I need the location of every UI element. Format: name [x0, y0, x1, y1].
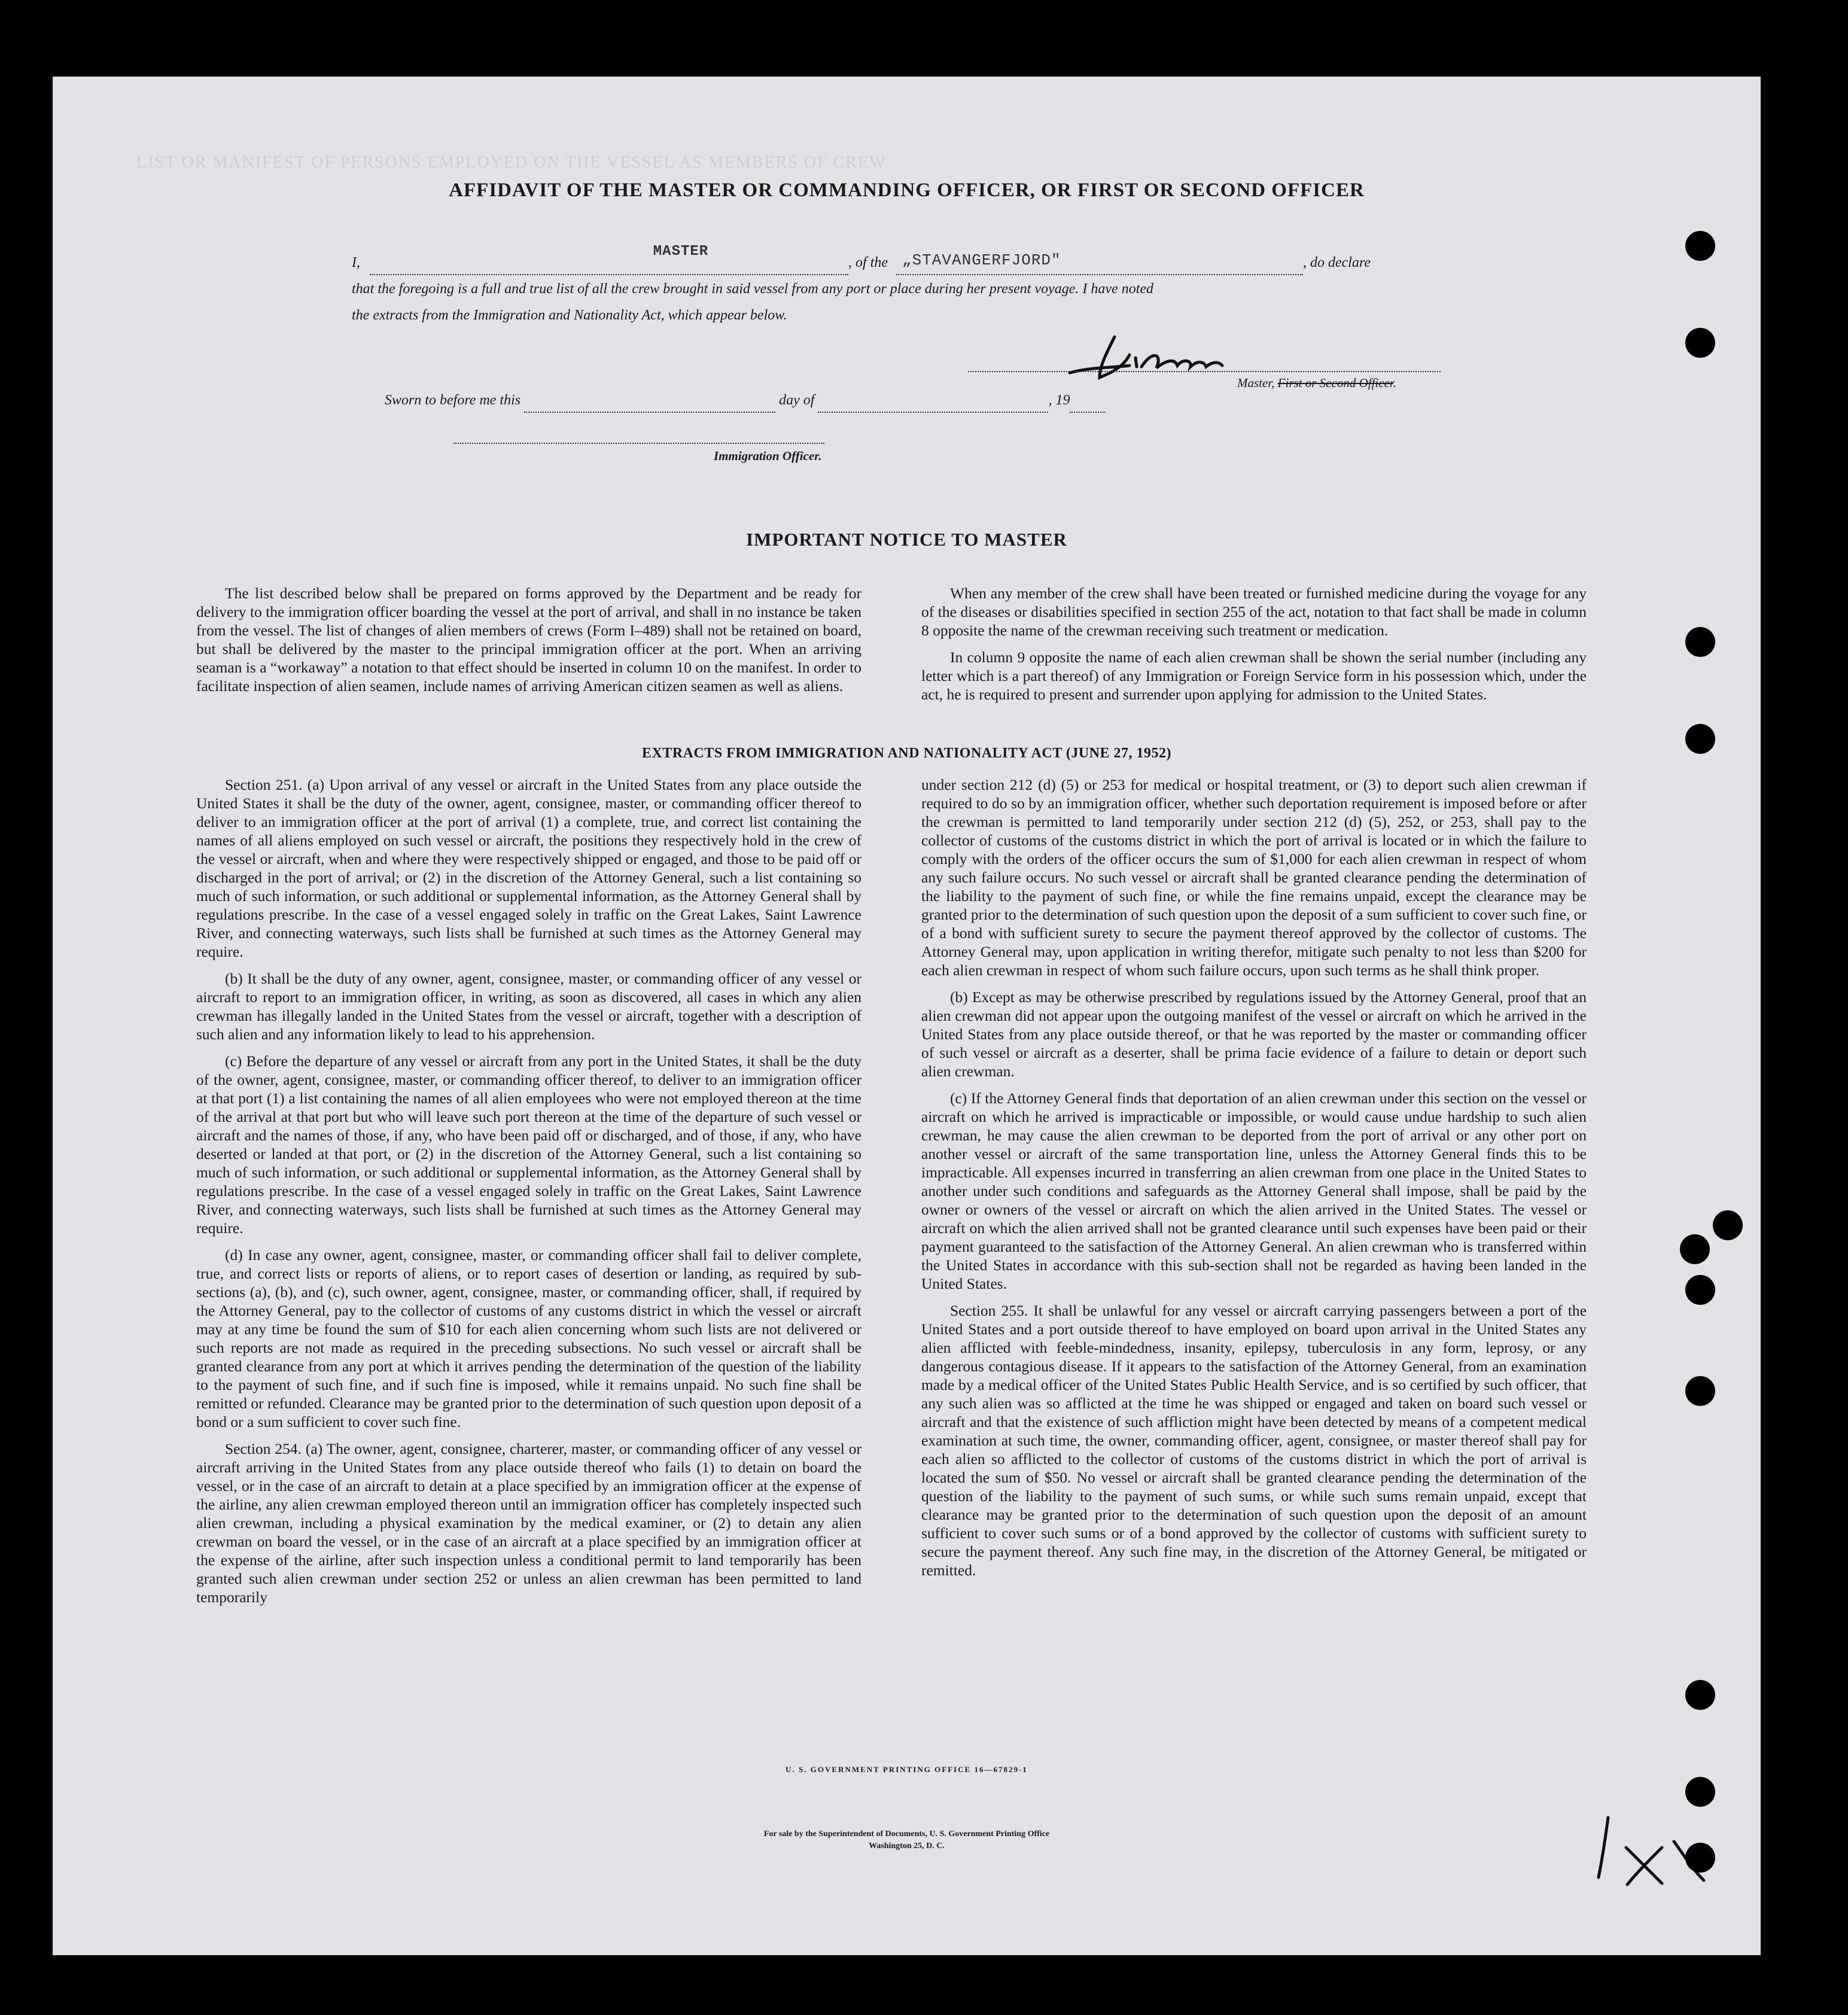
do-declare-label: , do declare — [1303, 255, 1371, 270]
sworn-month-field[interactable] — [818, 395, 1048, 413]
notice-right-column — [921, 584, 1587, 712]
sworn-year-field[interactable] — [1070, 395, 1106, 413]
sworn-day-field[interactable] — [524, 395, 775, 413]
extract-paragraph: (b) It shall be the duty of any owner, agent, consignee, master, or commanding officer of any vessel or aircraft to report to an immigration officer, in writing, as soon as discovered, all cases in which any alien crewman has illegally landed in the United States from the vessel or aircraft, together with a description of such alien and any information likely to lead to his apprehension. — [196, 970, 861, 1043]
extracts-right-column — [921, 775, 1587, 1588]
handwritten-mark — [1584, 1806, 1740, 1901]
signature-role: Master, First or Second Officer. — [1237, 376, 1396, 390]
officer-value: MASTER — [653, 243, 709, 260]
vessel-value: „STAVANGERFJORD" — [902, 251, 1061, 269]
punch-hole — [1685, 1376, 1715, 1406]
extract-paragraph: (b) Except as may be otherwise prescribed by regulations issued by the Attorney General, proof that an alien crewman did not appear upon the outgoing manifest of the vessel or aircraft on which he arrived in the United States from any place outside thereof, or that he was reported by the master or commanding officer of such vessel or aircraft as a deserter, shall be prima facie evidence of a failure to detain or deport such alien crewman. — [921, 988, 1587, 1080]
signature-line — [968, 371, 1441, 372]
notice-left-column — [196, 584, 861, 704]
punch-hole — [1685, 231, 1715, 261]
of-the-label: , of the — [848, 255, 888, 270]
punch-hole — [1713, 1210, 1743, 1240]
affidavit-line-3: the extracts from the Immigration and Nationality Act, which appear below. — [352, 308, 787, 323]
notice-left-paragraph: The list described below shall be prepared on forms approved by the Department and be ready for delivery to the immigration officer boarding the vessel at the port of arrival, and shall in no instance be taken from the vessel. The list of changes of alien members of crews (Form I–489) shall not be retained on board, but shall be delivered by the master to the principal immigration officer at the port. When an arriving seaman is a “workaway” a notation to that effect should be inserted in column 10 on the manifest. In order to facilitate inspection of alien seamen, include names of arriving American citizen seamen as well as aliens. — [196, 585, 861, 695]
extract-paragraph: (c) If the Attorney General finds that deportation of an alien crewman under this section on the vessel or aircraft on which he arrived is impracticable or impossible, or would cause undue hardship to such alien crewman, he may cause the alien crewman to be deported from the port of arrival or any other port on another vessel or aircraft of the same transportation line, unless the Attorney General finds this to be impracticable. All expenses incurred in transferring an alien crewman from one place in the United States to another under such conditions and safeguards as the Attorney General shall impose, shall be paid by the owner or owners of the vessel or aircraft on which the alien arrived in the United States. The vessel or aircraft on which the alien arrived shall not be granted clearance until such expenses have been paid or their payment guaranteed to the satisfaction of the Attorney General. An alien crewman who is transferred within the United States in accordance with this sub-section shall not be regarded as having been landed in the United States. — [921, 1089, 1587, 1292]
extract-paragraph: under section 212 (d) (5) or 253 for medical or hospital treatment, or (3) to deport such alien crewman if required to do so by an immigration officer, whether such deportation requirement is imposed before or after the crewman is permitted to land temporarily under section 212 (d) (5), 252, or 253, shall pay to the collector of customs of the customs district in which the port of arrival is located or in which the failure to comply with the orders of the officer occurs the sum of $1,000 for each alien crewman in respect of whom any such failure occurs. No such vessel or aircraft shall be granted clearance pending the determination of the liability to the payment of such fine, or while the fine remains unpaid, except the clearance may be granted prior to the determination of such question upon the deposit of a sum sufficient to cover such fine, or of a bond with sufficient surety to secure the payment thereof approved by the collector of customs. The Attorney General may, upon application in writing therefor, mitigate such penalty to not less than $200 for each alien crewman in respect of whom such failure occurs, upon such terms as he shall think proper. — [921, 776, 1587, 979]
affidavit-line-1 — [352, 243, 1447, 275]
notice-title: IMPORTANT NOTICE TO MASTER — [746, 529, 1067, 550]
punch-hole — [1685, 1275, 1715, 1305]
extract-paragraph: Section 251. (a) Upon arrival of any vessel or aircraft in the United States from any place outside the United States it shall be the duty of the owner, agent, consignee, master, or commanding officer thereof to deliver to an immigration officer at the port of arrival (1) a complete, true, and correct list containing the names of all aliens employed on such vessel or aircraft, the positions they respectively hold in the crew of the vessel or aircraft, when and where they were respectively shipped or engaged, and those to be paid off or discharged in the port of arrival; or (2) in the discretion of the Attorney General, such a list containing so much of such information, or such additional or supplemental information, as the Attorney General shall by regulations prescribe. In the case of a vessel engaged solely in traffic on the Great Lakes, Saint Lawrence River, and connecting waterways, such lists shall be furnished at such times as the Attorney General may require. — [196, 776, 861, 960]
immigration-officer-line — [453, 443, 824, 444]
notice-right-paragraph-2: In column 9 opposite the name of each alien crewman shall be shown the serial number (including any letter which is a part thereof) of any Immigration or Foreign Service form in his possession which, under the act, he is required to present and surrender upon applying for admission to the United States. — [921, 649, 1587, 703]
for-sale-line-1: For sale by the Superintendent of Documents, U. S. Government Printing Office — [763, 1830, 1050, 1839]
punch-hole — [1685, 1843, 1715, 1873]
extract-paragraph: Section 254. (a) The owner, agent, consignee, charterer, master, or commanding officer of any vessel or aircraft arriving in the United States from any place outside thereof who fails (1) to detain on board the vessel, or in the case of an aircraft to detain at a place specified by an immigration officer at the expense of the airline, any alien crewman employed thereon until an immigration officer has completely inspected such alien crewman, including a physical examination by the medical examiner, or (2) to detain any alien crewman on board the vessel, or in the case of an aircraft at a place specified by an immigration officer at the expense of the airline, after such inspection unless a conditional permit to land temporarily has been granted such alien crewman under section 252 or unless an alien crewman has been permitted to land temporarily — [196, 1440, 861, 1606]
affidavit-prefix: I, — [352, 255, 360, 270]
affidavit-line-2: that the foregoing is a full and true list of all the crew brought in said vessel from any port or place during her present voyage. I have noted — [352, 281, 1154, 297]
extract-paragraph: (d) In case any owner, agent, consignee, master, or commanding officer shall fail to deliver complete, true, and correct lists or reports of aliens, or to report cases of desertion or landing, as required by sub-sections (a), (b), and (c), such owner, agent, consignee, master, or commanding officer, shall, if required by the Attorney General, pay to the collector of customs of any customs district in which the vessel or aircraft may at any time be found the sum of $10 for each alien concerning whom such lists are not delivered or such reports are not made as required in the preceding subsections. No such vessel or aircraft shall be granted clearance from any port at which it arrives pending the determination of the question of the liability to the payment of such fine, and if such fine is imposed, while it remains unpaid. No such fine shall be remitted or refunded. Clearance may be granted prior to the determination of such question upon deposit of a bond or a sum sufficient to cover such fine. — [196, 1246, 861, 1430]
officer-field[interactable] — [370, 243, 848, 275]
punch-hole — [1685, 1777, 1715, 1807]
vessel-field[interactable] — [896, 251, 1303, 275]
notice-right-paragraph-1: When any member of the crew shall have been treated or furnished medicine during the voyage for any of the diseases or disabilities specified in section 255 of the act, notation to that fact shall be made in column 8 opposite the name of the crewman receiving such treatment or medication. — [921, 585, 1587, 639]
punch-hole — [1685, 724, 1715, 754]
bleed-through-text: LIST OR MANIFEST OF PERSONS EMPLOYED ON THE VESSEL AS MEMBERS OF CREW — [136, 153, 887, 172]
document-page — [53, 77, 1761, 1955]
punch-hole — [1685, 1680, 1715, 1710]
extract-paragraph: (c) Before the departure of any vessel or aircraft from any port in the United States, it shall be the duty of the owner, agent, consignee, master, or commanding officer thereof, to deliver to an immigration officer at that port (1) a list containing the names of all alien employees who were not employed thereon at the time of the arrival at that port but who will leave such port thereon at the time of the departure of such vessel or aircraft and the names of those, if any, who have been paid off or discharged, and of those, if any, who have deserted or landed at that port, or (2) in the discretion of the Attorney General, such a list containing so much of such information, or such additional or supplemental information, as the Attorney General shall by regulations prescribe. In the case of a vessel engaged solely in traffic on the Great Lakes, Saint Lawrence River, and connecting waterways, such lists shall be furnished at such times as the Attorney General may require. — [196, 1052, 861, 1237]
affidavit-title: AFFIDAVIT OF THE MASTER OR COMMANDING OFFICER, OR FIRST OR SECOND OFFICER — [449, 179, 1365, 201]
for-sale-line-2: Washington 25, D. C. — [869, 1841, 945, 1850]
printing-office-line: U. S. GOVERNMENT PRINTING OFFICE 16—67829-1 — [786, 1765, 1028, 1774]
punch-hole — [1680, 1234, 1710, 1264]
master-signature — [1058, 331, 1237, 385]
punch-hole — [1685, 627, 1715, 657]
punch-hole — [1685, 328, 1715, 358]
immigration-officer-label: Immigration Officer. — [714, 449, 822, 463]
extract-paragraph: Section 255. It shall be unlawful for any vessel or aircraft carrying passengers between a port of the United States and a port outside thereof to have employed on board upon arrival in the United States any alien afflicted with feeble-mindedness, insanity, epilepsy, tuberculosis in any form, leprosy, or any dangerous contagious disease. If it appears to the satisfaction of the Attorney General, from an examination made by a medical officer of the United States Public Health Service, and is so certified by such officer, that any such alien was so afflicted at the time he was shipped or engaged and taken on board such vessel or aircraft and that the existence of such affliction might have been detected by means of a competent medical examination at such time, the owner, commanding officer, agent, consignee, or master thereof shall pay for each alien so afflicted to the collector of customs of the customs district in which the port of arrival is located the sum of $50. No vessel or aircraft shall be granted clearance pending the determination of the question of the liability to the payment of such sums, or while such sums remain unpaid, except that clearance may be granted prior to the determination of such question upon the deposit of an amount sufficient to cover such sums or of a bond approved by the collector of customs with sufficient surety to secure the payment thereof. Any such fine may, in the discretion of the Attorney General, be mitigated or remitted. — [921, 1302, 1587, 1579]
extracts-left-column — [196, 775, 861, 1615]
extracts-title: EXTRACTS FROM IMMIGRATION AND NATIONALITY ACT (JUNE 27, 1952) — [642, 745, 1171, 761]
sworn-line: Sworn to before me this day of , 19 — [385, 388, 1106, 413]
